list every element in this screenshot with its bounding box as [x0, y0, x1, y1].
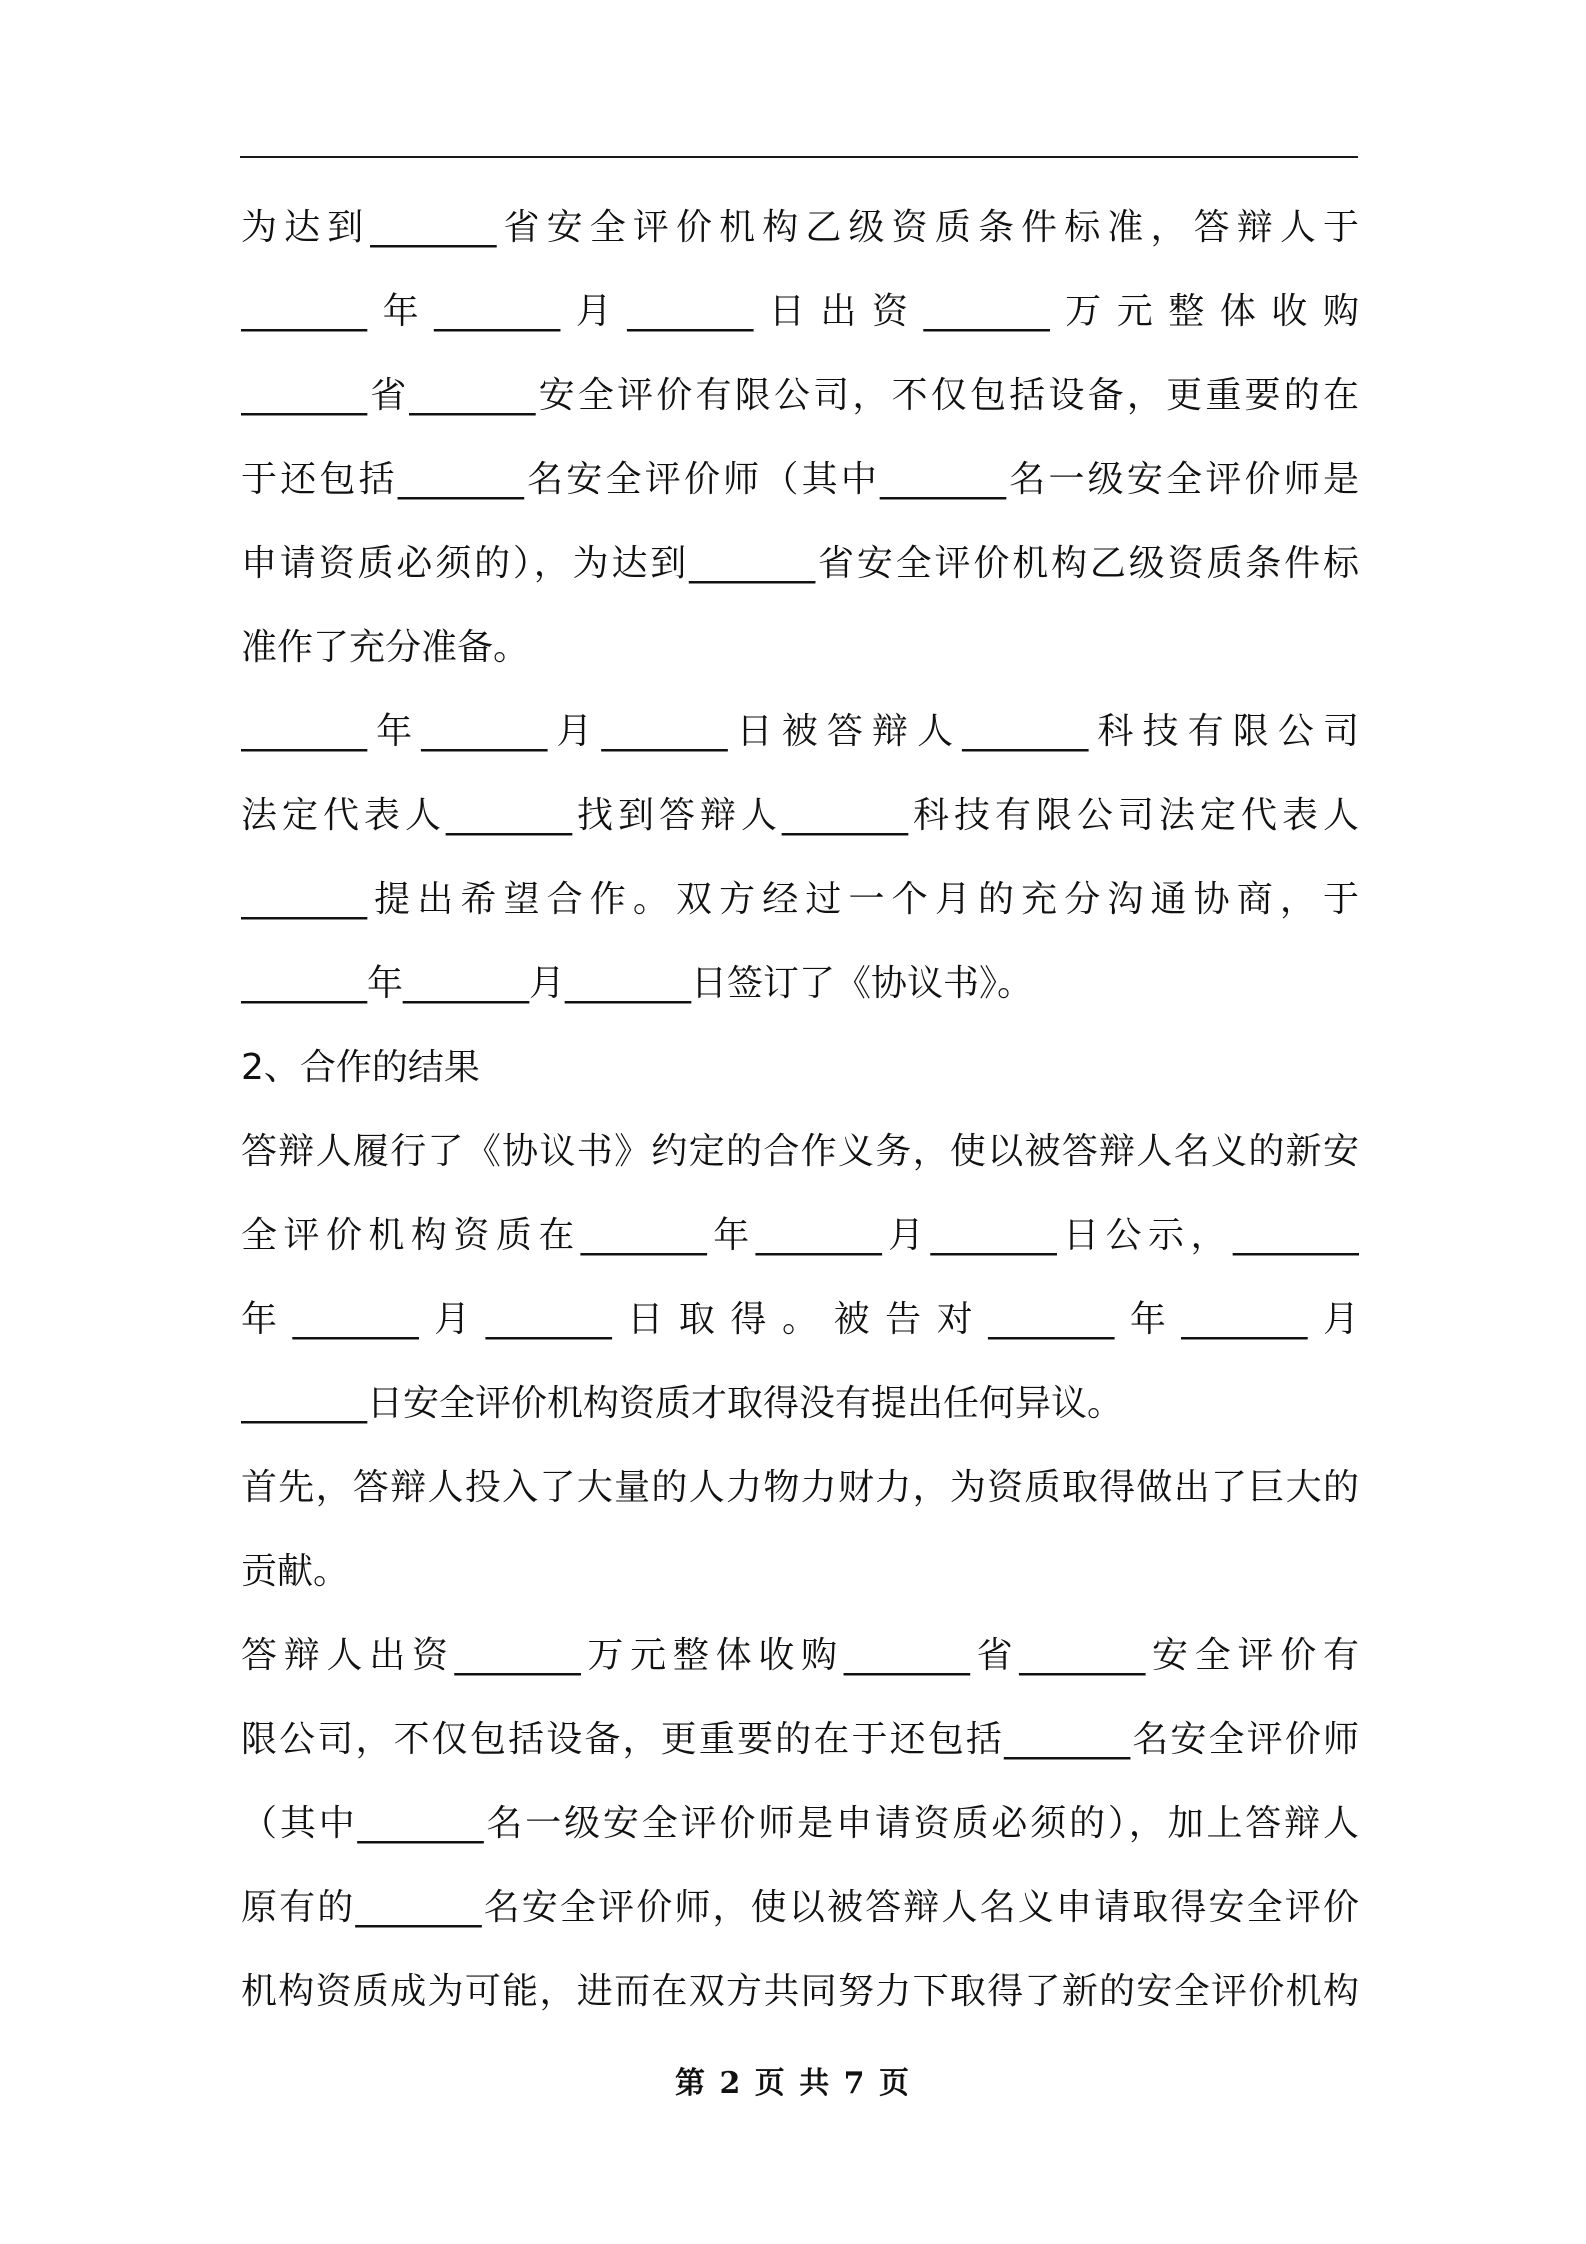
paragraph-line: 年_______月_______日取得。被告对_______年_______月	[241, 1299, 1359, 1340]
paragraph-line: _______年_______月_______日签订了《协议书》。	[241, 963, 1034, 1004]
page-number-footer: 第 2 页 共 7 页	[675, 2066, 911, 2101]
paragraph-line: 机构资质成为可能，进而在双方共同努力下取得了新的安全评价机构	[241, 1971, 1359, 2012]
paragraph-line: 准作了充分准备。	[241, 627, 530, 668]
paragraph-line: 于还包括_______名安全评价师（其中_______名一级安全评价师是	[241, 459, 1359, 500]
paragraph-line: （其中_______名一级安全评价师是申请资质必须的），加上答辩人	[241, 1803, 1359, 1844]
paragraph-line: 首先，答辩人投入了大量的人力物力财力，为资质取得做出了巨大的	[241, 1467, 1359, 1508]
paragraph-line: 答辩人出资_______万元整体收购_______省_______安全评价有	[241, 1635, 1359, 1676]
section-heading: 2、合作的结果	[241, 1047, 480, 1088]
header-rule	[240, 156, 1358, 158]
paragraph-line: _______省_______安全评价有限公司，不仅包括设备，更重要的在	[241, 375, 1359, 416]
paragraph-line: 为达到_______省安全评价机构乙级资质条件标准，答辩人于	[241, 207, 1359, 248]
paragraph-line: _______年_______月_______日出资_______万元整体收购	[241, 291, 1359, 332]
paragraph-line: 法定代表人_______找到答辩人_______科技有限公司法定代表人	[241, 795, 1359, 836]
paragraph-line: 贡献。	[241, 1551, 350, 1592]
paragraph-line: 原有的_______名安全评价师，使以被答辩人名义申请取得安全评价	[241, 1887, 1359, 1928]
paragraph-line: 全评价机构资质在_______年_______月_______日公示，_______	[241, 1215, 1359, 1256]
paragraph-line: 答辩人履行了《协议书》约定的合作义务，使以被答辩人名义的新安	[241, 1131, 1359, 1172]
paragraph-line: _______提出希望合作。双方经过一个月的充分沟通协商，于	[241, 879, 1359, 920]
paragraph-line: 限公司，不仅包括设备，更重要的在于还包括_______名安全评价师	[241, 1719, 1359, 1760]
paragraph-line: _______日安全评价机构资质才取得没有提出任何异议。	[241, 1383, 1124, 1424]
paragraph-line: _______年_______月_______日被答辩人_______科技有限公司	[241, 711, 1359, 752]
paragraph-line: 申请资质必须的），为达到_______省安全评价机构乙级资质条件标	[241, 543, 1359, 584]
document-body	[241, 186, 1359, 2034]
